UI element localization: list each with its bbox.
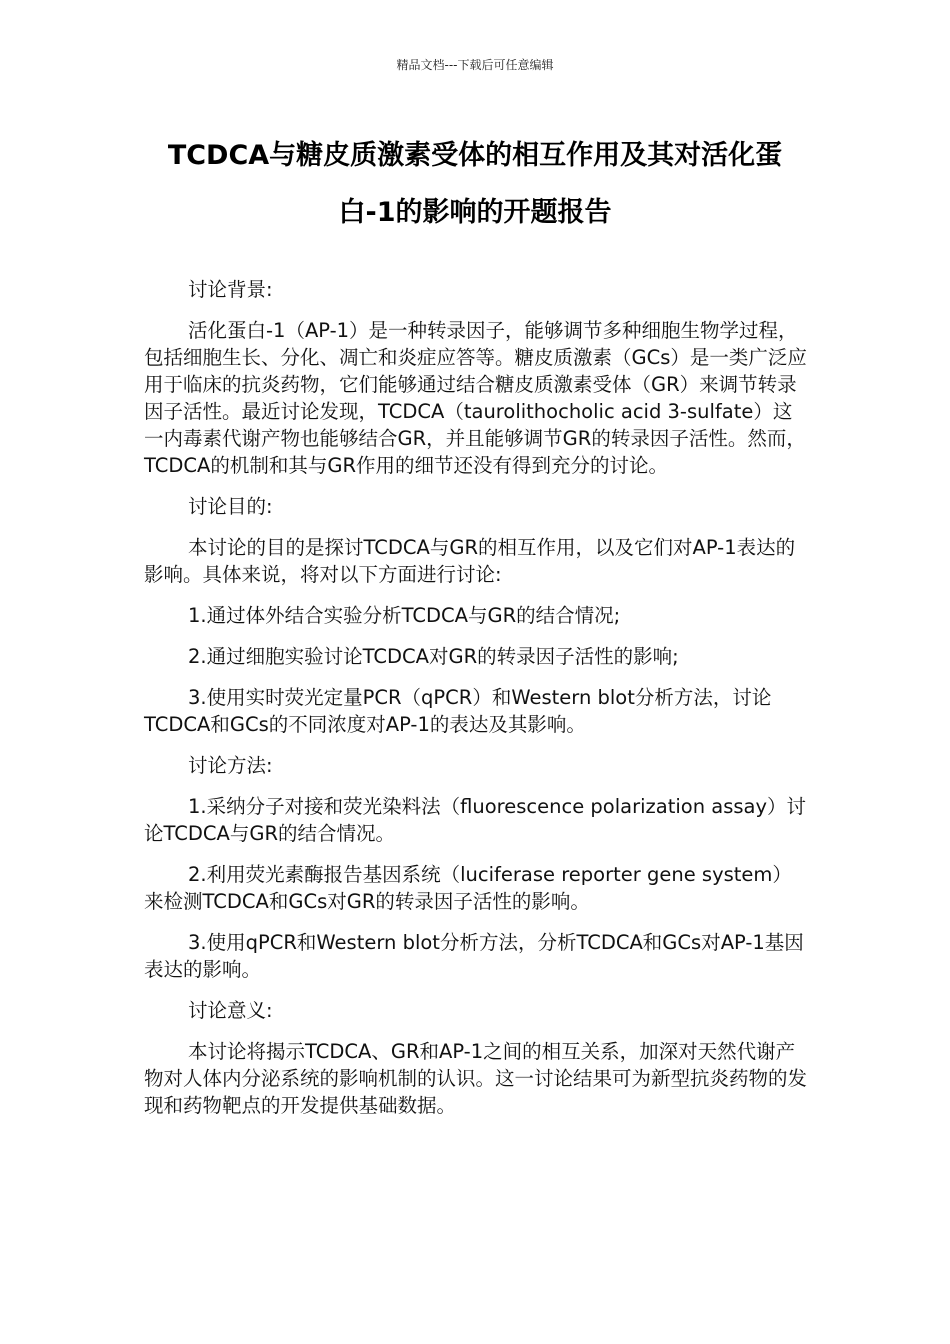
section-heading-background: 讨论背景: <box>188 278 273 301</box>
purpose-item-2: 2.通过细胞实验讨论TCDCA对GR的转录因子活性的影响; <box>188 645 679 668</box>
method-item-3: 3.使用qPCR和Western blot分析方法，分析TCDCA和GCs对AP-1基因表达的影响。 <box>144 931 804 981</box>
method-item-1: 1.采纳分子对接和荧光染料法（fluorescence polarization assay）讨论TCDCA与GR的结合情况。 <box>144 795 807 845</box>
page-header: 精品文档---下载后可任意编辑 <box>396 58 554 72</box>
document-body <box>144 276 810 1133</box>
section-heading-significance: 讨论意义: <box>188 999 273 1022</box>
document-title-line-1: TCDCA与糖皮质激素受体的相互作用及其对活化蛋 <box>167 140 783 171</box>
section-heading-purpose: 讨论目的: <box>188 495 273 518</box>
paragraph-background: 活化蛋白-1（AP-1）是一种转录因子，能够调节多种细胞生物学过程，包括细胞生长、分化、凋亡和炎症应答等。糖皮质激素（GCs）是一类广泛应用于临床的抗炎药物，它们能够通过结合糖皮质激素受体（GR）来调节转录因子活性。最近讨论发现，TCDCA（taurolithocholic acid 3-sulfate）这一内毒素代谢产物也能够结合GR，并且能够调节GR的转录因子活性。然而，TCDCA的机制和其与GR作用的细节还没有得到充分的讨论。 <box>144 319 807 477</box>
purpose-item-3: 3.使用实时荧光定量PCR（qPCR）和Western blot分析方法，讨论TCDCA和GCs的不同浓度对AP-1的表达及其影响。 <box>144 686 772 736</box>
paragraph-significance: 本讨论将揭示TCDCA、GR和AP-1之间的相互关系，加深对天然代谢产物对人体内分泌系统的影响机制的认识。这一讨论结果可为新型抗炎药物的发现和药物靶点的开发提供基础数据。 <box>144 1040 808 1117</box>
document-title-line-2: 白-1的影响的开题报告 <box>338 197 612 228</box>
method-item-2: 2.利用荧光素酶报告基因系统（luciferase reporter gene system）来检测TCDCA和GCs对GR的转录因子活性的影响。 <box>144 863 792 913</box>
section-heading-methods: 讨论方法: <box>188 754 273 777</box>
paragraph-purpose: 本讨论的目的是探讨TCDCA与GR的相互作用，以及它们对AP-1表达的影响。具体来说，将对以下方面进行讨论: <box>144 536 796 586</box>
purpose-item-1: 1.通过体外结合实验分析TCDCA与GR的结合情况; <box>188 604 621 627</box>
